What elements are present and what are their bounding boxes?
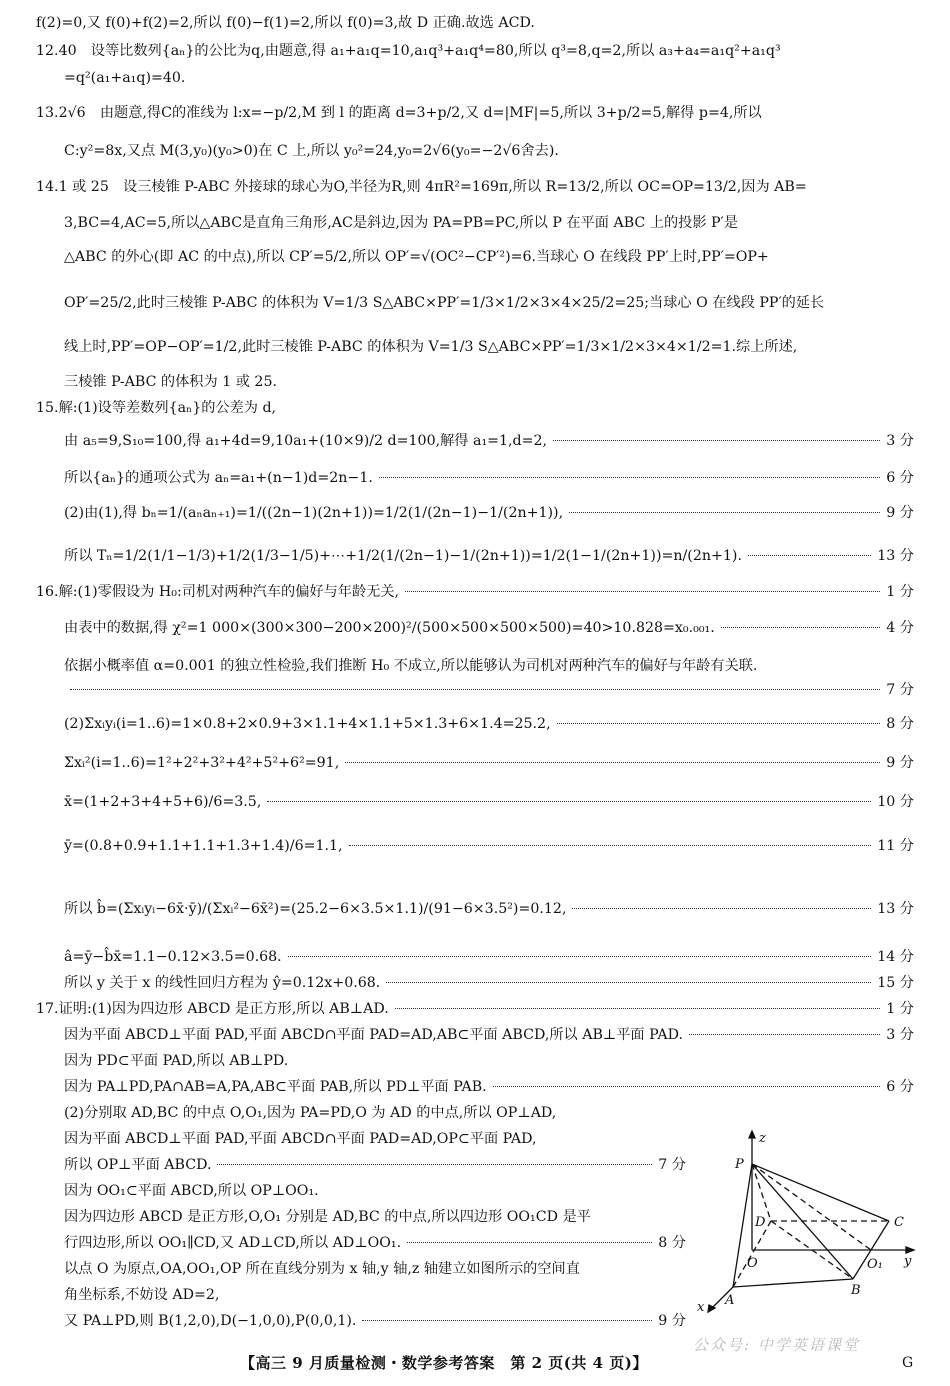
watermark: 公众号: 中学英语课堂	[693, 1336, 860, 1354]
line-16: 16.解:(1)零假设为 H₀:司机对两种汽车的偏好与年龄无关, 1 分	[36, 581, 914, 603]
line-32: 因为平面 ABCD⊥平面 PAD,平面 ABCD∩平面 PAD=AD,OP⊂平面 PAD,	[64, 1131, 537, 1147]
leader-dots	[405, 591, 880, 592]
page-footer: 【高三 9 月质量检测・数学参考答案 第 2 页(共 4 页)】	[240, 1354, 648, 1372]
corner-mark: G	[902, 1355, 914, 1371]
line-1: 12.40 设等比数列{aₙ}的公比为q,由题意,得 a₁+a₁q=10,a₁q³+a₁q⁴=80,所以 q³=8,q=2,所以 a₃+a₄=a₁q²+a₁q³	[36, 43, 781, 59]
leader-dots	[386, 982, 871, 983]
line-37: 以点 O 为原点,OA,OO₁,OP 所在直线分别为 x 轴,y 轴,z 轴建立如图所示的空间直	[64, 1261, 580, 1277]
line-25: â=ȳ−b̂x̄=1.1−0.12×3.5=0.68. 14 分	[64, 946, 914, 968]
line-9: 线上时,PP′=OP−OP′=1/2,此时三棱锥 P-ABC 的体积为 V=1/3 S△ABC×PP′=1/3×1/2×3×4×1/2=1.综上所述,	[64, 339, 798, 355]
line-6: 3,BC=4,AC=5,所以△ABC是直角三角形,AC是斜边,因为 PA=PB=PC,所以 P 在平面 ABC 上的投影 P′是	[64, 215, 738, 231]
label-y: y	[904, 1254, 912, 1269]
score: 7 分	[658, 1157, 686, 1173]
leader-dots	[362, 1320, 652, 1321]
leader-dots	[395, 1008, 881, 1009]
label-D: D	[755, 1215, 766, 1230]
score: 9 分	[886, 755, 914, 771]
line-8: OP′=25/2,此时三棱锥 P-ABC 的体积为 V=1/3 S△ABC×PP′=1/3×1/2×3×4×25/2=25;当球心 O 在线段 PP′的延长	[64, 295, 825, 311]
score: 10 分	[877, 794, 914, 810]
line-17: 由表中的数据,得 χ²=1 000×(300×300−200×200)²/(500×500×500×500)=40>10.828=x₀.₀₀₁. 4 分	[64, 617, 914, 639]
z-arrow-icon	[749, 1131, 755, 1138]
line-3: 13.2√6 由题意,得C的准线为 l:x=−p/2,M 到 l 的距离 d=3+p/2,又 d=|MF|=5,所以 3+p/2=5,解得 p=4,所以	[36, 105, 762, 121]
line-35: 因为四边形 ABCD 是正方形,O,O₁ 分别是 AD,BC 的中点,所以四边形 OO₁CD 是平	[64, 1209, 591, 1225]
line-28: 因为平面 ABCD⊥平面 PAD,平面 ABCD∩平面 PAD=AD,AB⊂平面 ABCD,所以 AB⊥平面 PAD. 3 分	[64, 1024, 914, 1046]
line-38: 角坐标系,不妨设 AD=2,	[64, 1287, 220, 1303]
line-33: 所以 OP⊥平面 ABCD. 7 分	[64, 1154, 686, 1176]
score: 6 分	[886, 1079, 914, 1095]
leader-dots	[70, 689, 880, 690]
label-A: A	[725, 1293, 735, 1308]
line-0: f(2)=0,又 f(0)+f(2)=2,所以 f(0)−f(1)=2,所以 f(0)=3,故 D 正确.故选 ACD.	[36, 15, 535, 31]
score: 3 分	[886, 433, 914, 449]
line-29: 因为 PD⊂平面 PAD,所以 AB⊥PD.	[64, 1053, 289, 1069]
line-11: 15.解:(1)设等差数列{aₙ}的公差为 d,	[36, 400, 277, 416]
leader-dots	[569, 512, 880, 513]
line-36: 行四边形,所以 OO₁∥CD,又 AD⊥CD,所以 AD⊥OO₁. 8 分	[64, 1232, 686, 1254]
leader-dots	[407, 1242, 652, 1243]
leader-dots	[557, 723, 881, 724]
line-12: 由 a₅=9,S₁₀=100,得 a₁+4d=9,10a₁+(10×9)/2 d=100,解得 a₁=1,d=2, 3 分	[64, 430, 914, 452]
line-27: 17.证明:(1)因为四边形 ABCD 是正方形,所以 AB⊥AD. 1 分	[36, 998, 914, 1020]
leader-dots	[689, 1034, 880, 1035]
line-13: 所以{aₙ}的通项公式为 aₙ=a₁+(n−1)d=2n−1. 6 分	[64, 467, 914, 489]
leader-dots	[748, 555, 871, 556]
pyramid-coordinate-diagram	[697, 1128, 917, 1318]
line-39: 又 PA⊥PD,则 B(1,2,0),D(−1,0,0),P(0,0,1). 9 分	[64, 1310, 686, 1332]
line-31: (2)分别取 AD,BC 的中点 O,O₁,因为 PA=PD,O 为 AD 的中点,所以 OP⊥AD,	[64, 1105, 557, 1121]
score: 15 分	[877, 975, 914, 991]
edge-PD	[752, 1164, 771, 1221]
line-7: △ABC 的外心(即 AC 的中点),所以 CP′=5/2,所以 OP′=√(OC²−CP′²)=6.当球心 O 在线段 PP′上时,PP′=OP+	[64, 249, 769, 265]
score: 8 分	[658, 1235, 686, 1251]
line-34: 因为 OO₁⊂平面 ABCD,所以 OP⊥OO₁.	[64, 1183, 319, 1199]
score: 13 分	[877, 548, 914, 564]
line-2: =q²(a₁+a₁q)=40.	[64, 70, 186, 86]
label-z: z	[759, 1131, 766, 1146]
leader-dots	[379, 477, 880, 478]
label-B: B	[851, 1283, 861, 1298]
line-19	[64, 679, 914, 701]
line-20: (2)Σxᵢyᵢ(i=1..6)=1×0.8+2×0.9+3×1.1+4×1.1+5×1.3+6×1.4=25.2, 8 分	[64, 713, 914, 735]
score: 1 分	[886, 1001, 914, 1017]
line-18: 依据小概率值 α=0.001 的独立性检验,我们推断 H₀ 不成立,所以能够认为司机对两种汽车的偏好与年龄有关联.	[64, 658, 758, 674]
label-O1: O₁	[867, 1257, 883, 1272]
score: 6 分	[886, 470, 914, 486]
leader-dots	[572, 908, 871, 909]
line-15: 所以 Tₙ=1/2(1/1−1/3)+1/2(1/3−1/5)+⋯+1/2(1/(2n−1)−1/(2n+1))=1/2(1−1/(2n+1))=n/(2n+1). 13 分	[64, 545, 914, 567]
score: 8 分	[886, 716, 914, 732]
score: 14 分	[877, 949, 914, 965]
line-24: 所以 b̂=(Σxᵢyᵢ−6x̄·ȳ)/(Σxᵢ²−6x̄²)=(25.2−6×3.5×1.1)/(91−6×3.5²)=0.12, 13 分	[64, 898, 914, 920]
leader-dots	[553, 440, 880, 441]
line-4: C:y²=8x,又点 M(3,y₀)(y₀>0)在 C 上,所以 y₀²=24,y₀=2√6(y₀=−2√6舍去).	[64, 143, 559, 159]
label-x: x	[697, 1300, 705, 1315]
leader-dots	[345, 762, 880, 763]
score: 1 分	[886, 584, 914, 600]
line-30: 因为 PA⊥PD,PA∩AB=A,PA,AB⊂平面 PAB,所以 PD⊥平面 PAB. 6 分	[64, 1076, 914, 1098]
leader-dots	[217, 1164, 652, 1165]
line-5: 14.1 或 25 设三棱锥 P-ABC 外接球的球心为O,半径为R,则 4πR²=169π,所以 R=13/2,所以 OC=OP=13/2,因为 AB=	[36, 179, 807, 195]
leader-dots	[288, 956, 872, 957]
label-C: C	[894, 1215, 904, 1230]
leader-dots	[493, 1086, 881, 1087]
score: 9 分	[886, 505, 914, 521]
label-P: P	[735, 1157, 744, 1172]
label-O: O	[747, 1256, 758, 1271]
line-14: (2)由(1),得 bₙ=1/(aₙaₙ₊₁)=1/((2n−1)(2n+1))=1/2(1/(2n−1)−1/(2n+1)), 9 分	[64, 502, 914, 524]
y-arrow-icon	[906, 1247, 914, 1253]
leader-dots	[721, 627, 881, 628]
line-26: 所以 y 关于 x 的线性回归方程为 ŷ=0.12x+0.68. 15 分	[64, 972, 914, 994]
line-10: 三棱锥 P-ABC 的体积为 1 或 25.	[64, 374, 277, 390]
edge-AB	[733, 1279, 853, 1287]
leader-dots	[349, 845, 872, 846]
edge-PC	[752, 1164, 889, 1221]
score: 4 分	[886, 620, 914, 636]
line-22: x̄=(1+2+3+4+5+6)/6=3.5, 10 分	[64, 791, 914, 813]
score: 9 分	[658, 1313, 686, 1329]
leader-dots	[267, 801, 871, 802]
score: 11 分	[877, 838, 914, 854]
line-21: Σxᵢ²(i=1..6)=1²+2²+3²+4²+5²+6²=91, 9 分	[64, 752, 914, 774]
edge-PO1	[752, 1164, 871, 1250]
line-23: ȳ=(0.8+0.9+1.1+1.1+1.3+1.4)/6=1.1, 11 分	[64, 835, 914, 857]
score: 3 分	[886, 1027, 914, 1043]
score: 7 分	[886, 682, 914, 698]
score: 13 分	[877, 901, 914, 917]
